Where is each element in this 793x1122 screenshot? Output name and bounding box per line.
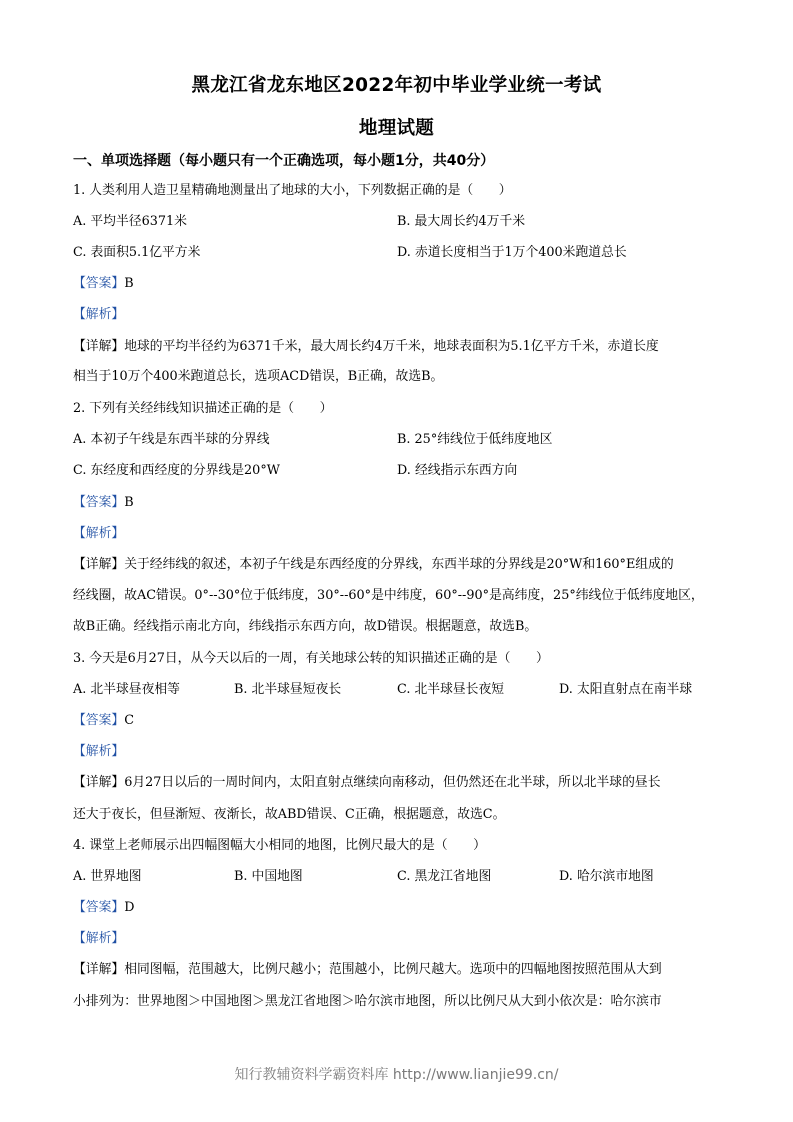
q2-analysis-label bbox=[73, 525, 124, 543]
detail-label: 【详解】 bbox=[73, 775, 125, 790]
q2-answer bbox=[73, 494, 134, 512]
analysis-label: 【解析】 bbox=[73, 307, 125, 322]
q1-detail-line2: 相当于10万个400米跑道总长，选项ACD错误，B正确，故选B。 bbox=[73, 369, 444, 384]
q3-option-d: D. 太阳直射点在南半球 bbox=[559, 682, 693, 697]
q1-answer-value: B bbox=[124, 276, 134, 291]
q3-stem: 3. 今天是6月27日，从今天以后的一周，有关地球公转的知识描述正确的是（ ） bbox=[73, 651, 549, 666]
q3-detail-line1 bbox=[73, 774, 661, 792]
q4-option-b: B. 中国地图 bbox=[234, 869, 303, 884]
q4-answer-value: D bbox=[124, 900, 135, 915]
exam-subtitle: 地理试题 bbox=[358, 118, 435, 139]
q3-answer bbox=[73, 712, 134, 730]
q1-stem: 1. 人类利用人造卫星精确地测量出了地球的大小，下列数据正确的是（ ） bbox=[73, 183, 512, 198]
q2-detail-line2: 经线圈，故AC错误。0°--30°位于低纬度，30°--60°是中纬度，60°--90°是高纬度，25°纬线位于低纬度地区， bbox=[73, 588, 704, 603]
analysis-label: 【解析】 bbox=[73, 526, 125, 541]
q3-option-a: A. 北半球昼夜相等 bbox=[73, 682, 180, 697]
answer-label: 【答案】 bbox=[73, 276, 125, 291]
q2-option-d: D. 经线指示东西方向 bbox=[397, 463, 518, 478]
q1-answer bbox=[73, 275, 134, 293]
q1-option-a: A. 平均半径6371米 bbox=[73, 214, 187, 229]
analysis-label: 【解析】 bbox=[73, 931, 125, 946]
q4-answer bbox=[73, 899, 134, 917]
q2-detail-line3: 故B正确。经线指示南北方向，纬线指示东西方向，故D错误。根据题意，故选B。 bbox=[73, 619, 538, 634]
q1-analysis-label bbox=[73, 306, 124, 324]
q4-detail-line2: 小排列为：世界地图＞中国地图＞黑龙江省地图＞哈尔滨市地图，所以比例尺从大到小依次是：哈尔滨市 bbox=[73, 994, 662, 1009]
q4-stem: 4. 课堂上老师展示出四幅图幅大小相同的地图，比例尺最大的是（ ） bbox=[73, 838, 486, 853]
q2-stem: 2. 下列有关经纬线知识描述正确的是（ ） bbox=[73, 401, 333, 416]
q3-detail-line2: 还大于夜长，但昼渐短、夜渐长，故ABD错误、C正确，根据题意，故选C。 bbox=[73, 807, 506, 822]
q4-detail-text: 相同图幅，范围越大，比例尺越小；范围越小，比例尺越大。选项中的四幅地图按照范围从大到 bbox=[124, 962, 662, 977]
q2-detail-text: 关于经纬线的叙述，本初子午线是东西经度的分界线，东西半球的分界线是20°W和160°E组成的 bbox=[124, 557, 674, 572]
q3-answer-value: C bbox=[124, 713, 134, 728]
q4-option-c: C. 黑龙江省地图 bbox=[397, 869, 492, 884]
q3-detail-text: 6月27日以后的一周时间内，太阳直射点继续向南移动，但仍然还在北半球，所以北半球的昼长 bbox=[124, 775, 661, 790]
q2-detail-line1 bbox=[73, 556, 674, 574]
answer-label: 【答案】 bbox=[73, 900, 125, 915]
q1-option-c: C. 表面积5.1亿平方米 bbox=[73, 245, 201, 260]
detail-label: 【详解】 bbox=[73, 962, 125, 977]
q3-option-c: C. 北半球昼长夜短 bbox=[397, 682, 505, 697]
answer-label: 【答案】 bbox=[73, 713, 125, 728]
q1-option-b: B. 最大周长约4万千米 bbox=[397, 214, 526, 229]
q4-detail-line1 bbox=[73, 961, 662, 979]
q1-option-d: D. 赤道长度相当于1万个400米跑道总长 bbox=[397, 245, 627, 260]
footer-watermark-link[interactable]: 知行教辅资料学霸资料库 http://www.lianjie99.cn/ bbox=[234, 1067, 559, 1083]
q3-analysis-label bbox=[73, 743, 124, 761]
q4-analysis-label bbox=[73, 930, 124, 948]
answer-label: 【答案】 bbox=[73, 495, 125, 510]
detail-label: 【详解】 bbox=[73, 339, 125, 354]
analysis-label: 【解析】 bbox=[73, 744, 125, 759]
q1-detail-line1 bbox=[73, 338, 659, 356]
exam-title: 黑龙江省龙东地区2022年初中毕业学业统一考试 bbox=[191, 75, 602, 96]
q4-option-a: A. 世界地图 bbox=[73, 869, 142, 884]
section-heading: 一、单项选择题（每小题只有一个正确选项，每小题1分，共40分） bbox=[73, 153, 495, 169]
q4-option-d: D. 哈尔滨市地图 bbox=[559, 869, 654, 884]
q2-answer-value: B bbox=[124, 495, 134, 510]
q1-detail-text: 地球的平均半径约为6371千米，最大周长约4万千米，地球表面积为5.1亿平方千米，赤道长度 bbox=[124, 339, 659, 354]
q2-option-c: C. 东经度和西经度的分界线是20°W bbox=[73, 463, 280, 478]
q2-option-a: A. 本初子午线是东西半球的分界线 bbox=[73, 432, 270, 447]
q3-option-b: B. 北半球昼短夜长 bbox=[234, 682, 342, 697]
detail-label: 【详解】 bbox=[73, 557, 125, 572]
q2-option-b: B. 25°纬线位于低纬度地区 bbox=[397, 432, 553, 447]
